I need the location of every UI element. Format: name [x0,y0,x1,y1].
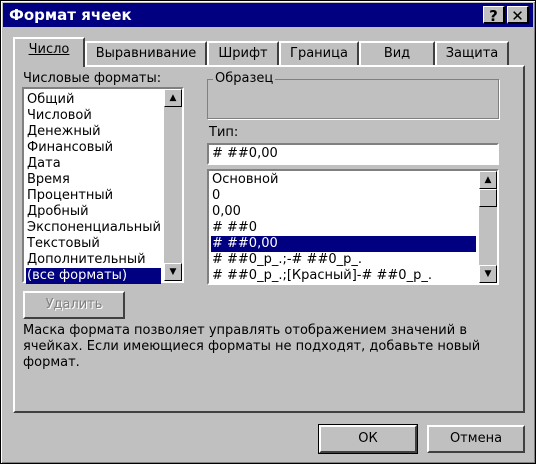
delete-button[interactable]: Удалить [23,291,125,319]
list-item[interactable]: Экспоненциальный [27,220,161,235]
list-item[interactable]: Общий [27,92,75,107]
scroll-down-icon[interactable]: ▼ [164,263,182,281]
list-item[interactable]: 0,00 [212,204,241,219]
list-item[interactable]: Основной [212,172,279,187]
format-description: Маска формата позволяет управлять отображением значений в ячейках. Если имеющиеся форматы не подходят, добавьте новый формат. [23,323,481,370]
list-item[interactable]: # ##0_р_.;-# ##0_р_. [212,252,363,267]
tab-label: Вид [383,46,411,61]
type-label: Тип: [209,125,239,140]
tab-label: Число [28,42,70,57]
list-item[interactable]: Денежный [27,124,101,139]
tab-alignment[interactable] [85,41,207,65]
list-item[interactable]: Текстовый [27,236,100,251]
type-scrollbar[interactable] [479,171,497,283]
list-item-selected[interactable]: # ##0,00 [211,236,476,252]
window-title: Формат ячеек [9,6,132,24]
ok-button[interactable]: ОК [319,425,417,453]
tab-view[interactable] [359,41,435,65]
scroll-down-icon[interactable]: ▼ [479,265,497,283]
list-item-selected[interactable]: (все форматы) [26,268,161,284]
list-item[interactable]: Время [27,172,70,187]
type-input[interactable] [207,143,499,165]
help-button[interactable]: ? [483,6,505,24]
scroll-up-icon[interactable]: ▲ [479,171,497,189]
sample-label: Образец [215,71,274,86]
cancel-button[interactable]: Отмена [427,425,525,453]
list-item[interactable]: Дробный [27,204,89,219]
list-item[interactable]: Процентный [27,188,114,203]
list-item[interactable]: # ##0 [212,220,258,235]
list-item[interactable]: Финансовый [27,140,114,155]
scroll-thumb[interactable] [479,189,497,207]
tab-protection[interactable] [435,41,509,65]
list-item[interactable]: Дополнительный [27,252,146,267]
tab-font[interactable] [207,41,279,65]
tab-label: Шрифт [218,46,268,61]
type-input-value: # ##0,00 [212,146,278,161]
category-scrollbar[interactable] [164,89,182,281]
close-icon[interactable]: ✕ [507,6,529,24]
title-bar [3,3,533,27]
list-item[interactable]: # ##0_р_.;[Красный]-# ##0_р_. [212,268,432,283]
tab-label: Граница [290,46,348,61]
scroll-up-icon[interactable]: ▲ [164,89,182,107]
tab-label: Выравнивание [95,46,197,61]
list-item[interactable]: Дата [27,156,61,171]
list-item[interactable]: Числовой [27,108,92,123]
category-label: Числовые форматы: [23,71,162,86]
tab-border[interactable] [279,41,359,65]
category-list[interactable] [22,87,184,283]
tab-label: Защита [445,46,499,61]
type-list[interactable] [207,169,499,285]
list-item[interactable]: 0 [212,188,221,203]
tab-number[interactable] [13,37,85,67]
